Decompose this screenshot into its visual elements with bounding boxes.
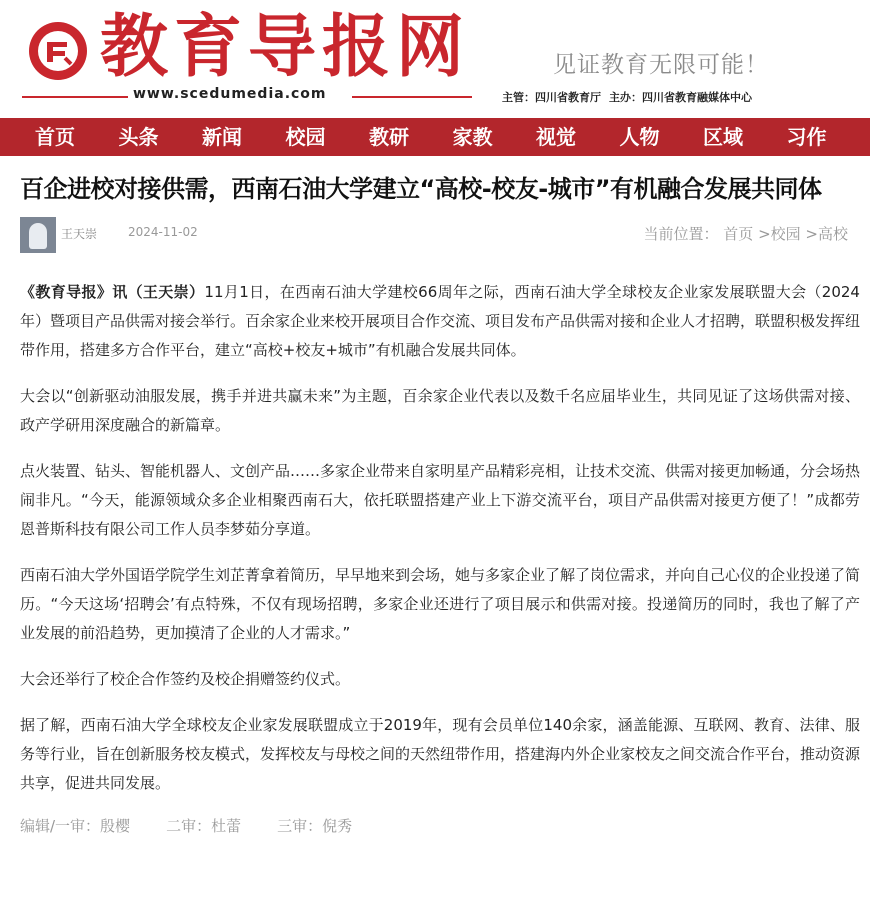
breadcrumb bbox=[643, 223, 848, 244]
second-review-editor: 二审：杜蕾 bbox=[166, 817, 242, 835]
article-lead: 《教育导报》讯（王天崇） bbox=[20, 283, 205, 301]
article-paragraph: 大会以“创新驱动油服发展，携手并进共赢未来”为主题，百余家企业代表以及数千名应届毕业生，共同见证了这场供需对接、政产学研用深度融合的新篇章。 bbox=[20, 387, 860, 434]
article-paragraph: 西南石油大学外国语学院学生刘芷菁拿着简历，早早地来到会场，她与多家企业了解了岗位需求，并向自己心仪的企业投递了简历。“今天这场‘招聘会’有点特殊，不仅有现场招聘，多家企业还进行了项目展示和供需对接。投递简历的同时，我也了解了产业发展的前沿趋势，更加摸清了企业的人才需求。” bbox=[20, 566, 861, 642]
breadcrumb-universities[interactable]: >高校 bbox=[805, 225, 848, 243]
site-slogan: 见证教育无限可能！ bbox=[553, 52, 769, 78]
organizer-text: 主办：四川省教育融媒体中心 bbox=[609, 91, 752, 104]
article-paragraph: 据了解，西南石油大学全球校友企业家发展联盟成立于2019年，现有会员单位140余家，涵盖能源、互联网、教育、法律、服务等行业，旨在创新服务校友模式，发挥校友与母校之间的天然纽带作用，搭建海内外企业家校友之间交流合作平台，推动资源共享，促进共同发展。 bbox=[20, 716, 861, 792]
article-paragraph bbox=[20, 278, 860, 365]
site-url[interactable]: www.scedumedia.com bbox=[133, 86, 327, 102]
masthead bbox=[0, 0, 870, 118]
article bbox=[20, 156, 860, 836]
nav-item-writing[interactable]: 习作 bbox=[786, 125, 827, 149]
article-paragraph: 大会还举行了校企合作签约及校企捐赠签约仪式。 bbox=[20, 670, 351, 688]
editor-credits bbox=[20, 815, 860, 836]
nav-item-region[interactable]: 区域 bbox=[703, 125, 743, 149]
user-silhouette-icon bbox=[29, 223, 47, 249]
sponsor-text: 主管：四川省教育厅 bbox=[502, 91, 601, 104]
nav-item-headlines[interactable]: 头条 bbox=[118, 125, 159, 149]
breadcrumb-label: 当前位置： bbox=[643, 225, 719, 243]
sponsor-info bbox=[502, 89, 760, 105]
nav-item-teaching-research[interactable]: 教研 bbox=[369, 125, 409, 149]
nav-item-people[interactable]: 人物 bbox=[619, 125, 660, 149]
nav-item-visual[interactable]: 视觉 bbox=[536, 125, 576, 149]
publish-date: 2024-11-02 bbox=[128, 225, 198, 239]
author-avatar[interactable] bbox=[20, 217, 56, 253]
newspaper-logo-icon[interactable] bbox=[27, 20, 89, 82]
author-name[interactable]: 王天崇 bbox=[61, 227, 98, 241]
nav-item-news[interactable]: 新闻 bbox=[202, 125, 242, 149]
article-paragraph: 点火装置、钻头、智能机器人、文创产品……多家企业带来自家明星产品精彩亮相，让技术交流、供需对接更加畅通，分会场热闹非凡。“今天，能源领域众多企业相聚西南石大，依托联盟搭建产业上下游交流平台，项目产品供需对接更方便了！”成都劳恩普斯科技有限公司工作人员李梦茹分享道。 bbox=[20, 462, 861, 538]
third-review-editor: 三审：倪秀 bbox=[277, 817, 353, 835]
article-title: 百企进校对接供需，西南石油大学建立“高校-校友-城市”有机融合发展共同体 bbox=[20, 175, 822, 203]
article-meta bbox=[20, 217, 860, 257]
logo-divider-right bbox=[352, 96, 472, 98]
breadcrumb-campus[interactable]: >校园 bbox=[758, 225, 801, 243]
breadcrumb-home[interactable]: 首页 bbox=[723, 225, 754, 243]
main-nav bbox=[0, 118, 870, 156]
logo-divider-left bbox=[22, 96, 128, 98]
first-review-editor: 编辑/一审：殷樱 bbox=[20, 817, 131, 835]
nav-item-home[interactable]: 首页 bbox=[35, 125, 75, 149]
nav-item-campus[interactable]: 校园 bbox=[285, 125, 326, 149]
site-title[interactable]: 教育导报网 bbox=[100, 7, 471, 87]
nav-item-family-education[interactable]: 家教 bbox=[452, 125, 493, 149]
article-body bbox=[20, 278, 860, 798]
paragraph-text: 11月1日，在西南石油大学建校66周年之际，西南石油大学全球校友企业家发展联盟大会（2024年）暨项目产品供需对接会举行。百余家企业来校开展项目合作交流、项目发布产品供需对接和企业人才招聘，联盟积极发挥纽带作用，搭建多方合作平台，建立“高校+校友+城市”有机融合发展共同体。 bbox=[20, 283, 861, 359]
